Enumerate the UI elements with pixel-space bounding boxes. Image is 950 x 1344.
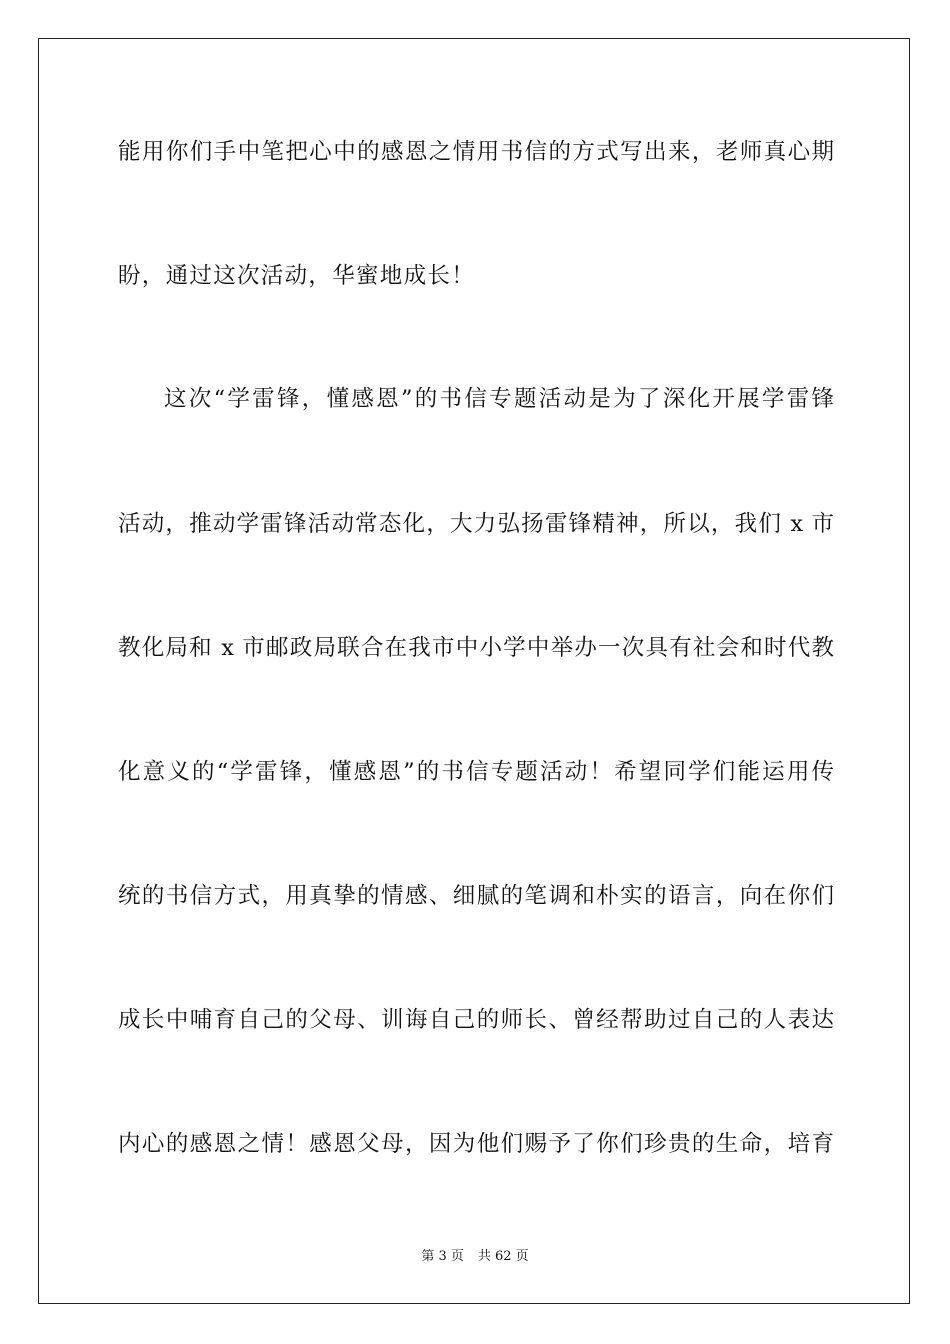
body-line-2: 盼，通过这次活动，华蜜地成长！ [118,263,476,289]
body-line-9: 内心的感恩之情！感恩父母，因为他们赐予了你们珍贵的生命，培育 [118,1131,834,1157]
page-total: 共 62 页 [477,1249,529,1264]
body-line-3: 这次“学雷锋，懂感恩”的书信专题活动是为了深化开展学雷锋 [164,386,834,412]
body-line-5: 教化局和 x 市邮政局联合在我市中小学中举办一次具有社会和时代教 [118,635,834,661]
body-line-6: 化意义的“学雷锋，懂感恩”的书信专题活动！希望同学们能运用传 [118,759,834,785]
page-frame [38,38,910,1304]
body-line-7: 统的书信方式，用真挚的情感、细腻的笔调和朴实的语言，向在你们 [118,883,834,909]
page-footer [0,1248,950,1266]
body-line-8: 成长中哺育自己的父母、训诲自己的师长、曾经帮助过自己的人表达 [118,1007,834,1033]
page-number: 第 3 页 [421,1249,464,1264]
body-line-1: 能用你们手中笔把心中的感恩之情用书信的方式写出来，老师真心期 [118,139,834,165]
body-line-4: 活动，推动学雷锋活动常态化，大力弘扬雷锋精神，所以，我们 x 市 [118,511,834,537]
